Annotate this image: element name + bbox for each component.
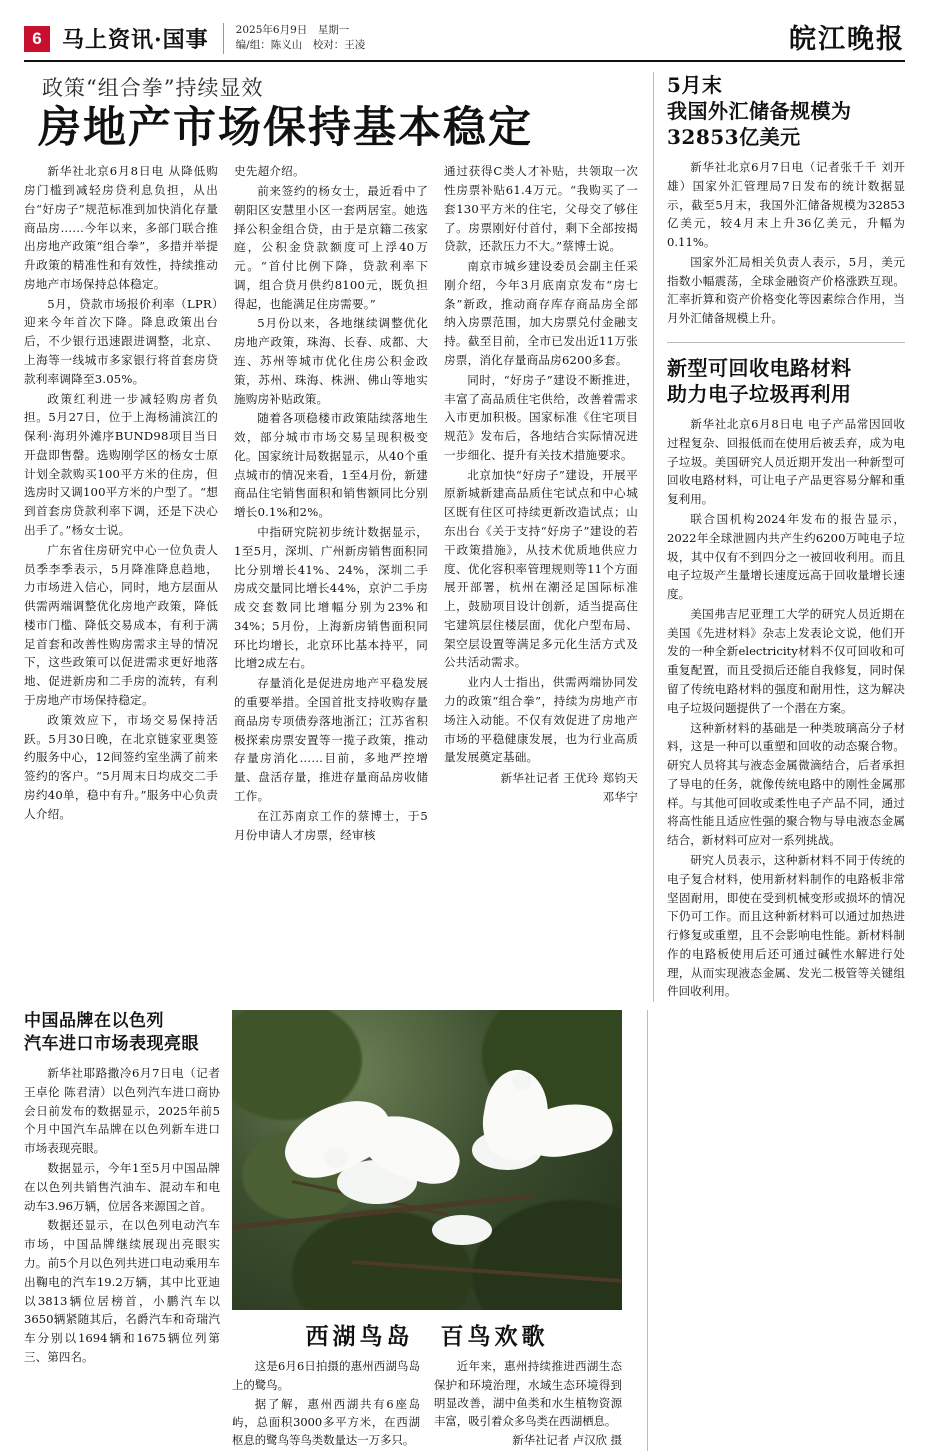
section-title: 马上资讯·国事: [62, 27, 209, 53]
paragraph: 新华社耶路撒冷6月7日电（记者 王卓伦 陈君清）以色列汽车进口商协会日前发布的数据显示，2025年前5个月中国汽车品牌在以色列新车进口市场表现亮眼。: [24, 1066, 220, 1156]
paragraph: 同时，“好房子”建设不断推进，丰富了高品质住宅供给，改善着需求入市更加积极。国家标准《住宅项目规范》发布后，各地结合实际情况进一步细化、提升有关技术措施要求。: [444, 372, 638, 462]
paragraph: 前来签约的杨女士，最近看中了朝阳区安慧里小区一套两居室。她选择公积金组合贷，由于是京籍二孩家庭，公积金贷款额度可上浮40万元。“首付比例下降，贷款利率下调，组合贷月供约8100元，既负担得起，也能满足住房需要。”: [234, 183, 428, 311]
paragraph: 存量消化是促进房地产平稳发展的重要举措。全国首批支持收购存量商品房专项债券落地浙江；江苏省积极探索房票安置等一揽子政策，推动存量房消化……目前，多地严控增量、盘活存量，推进存量商品房收储工作。: [234, 676, 428, 803]
paragraph: 数据还显示，在以色列电动汽车市场，中国品牌继续展现出亮眼实力。前5个月以色列共进口电动乘用车出鞠电的汽车19.2万辆，其中比亚迪以3813辆位居榜首，小鹏汽车以3650辆紧随其后，名爵汽车和奇瑞汽车分别以1694辆和1675辆位列第三、第四名。: [24, 1218, 220, 1364]
sidebar-headline: [667, 72, 905, 150]
editor-line: 编/组：陈义山 校对：王凌: [235, 39, 366, 52]
bottom-headline: [24, 1010, 220, 1056]
page-number-badge: 6: [24, 26, 50, 52]
paragraph: 政策效应下，市场交易保持活跃。5月30日晚，在北京链家亚奥签约服务中心，12间签约室坐满了前来签约的客户。“5月周末日均成交二手房约40单，稳中有升。”服务中心负责人介绍。: [24, 712, 218, 821]
paragraph: 北京加快“好房子”建设，开展平原新城新建高品质住宅试点和中心城区既有住区可持续更新改造试点；山东出台《关于支持“好房子”建设的若干政策措施》，从技术优质地供应力度、优化容积率管理规则等11个方面展开部署，杭州在潮泾足国际标准上，鼓励项目设计创新，适当提高住宅建筑层住楼层面，优化户型布局、架空层设置等满足多元化生活方式及公共活动需求。: [444, 467, 638, 670]
byline-line: 新华社记者 王优玲 郑钧天: [500, 771, 638, 786]
article-columns: [24, 162, 640, 845]
paragraph: 通过获得C类人才补贴，共领取一次性房票补贴61.4万元。“我购买了一套130平方米的住宅，父母交了够住了。房票刚好付首付，剩下全部按揭贷款，还款压力不大。”蔡博士说。: [444, 164, 638, 254]
sidebar-article-ewaste: [667, 355, 905, 1001]
paragraph: 美国弗吉尼亚理工大学的研究人员近期在美国《先进材料》杂志上发表论文说，他们开发的一种全新electricity材料不仅可回收和可重复配置，而且受损后还能自我修复，同时保留了传统电路材料的强度和耐用性，这为解决电子垃圾问题提供了一个潜在方案。: [667, 606, 905, 715]
paragraph: 在江苏南京工作的蔡博士，于5月份申请人才房票，经审核: [234, 808, 428, 842]
article-column-1: [24, 162, 218, 845]
paragraph: 5月，贷款市场报价利率（LPR）迎来今年首次下降。降息政策出台后，不少银行迅速跟进调整，北京、上海等一线城市多家银行将首套房贷款利率调降至3.05%。: [24, 296, 218, 386]
paragraph: 据了解，惠州西湖共有6座岛屿，总面积3000多平方米，在西湖枢息的鹭鸟等鸟类数量达一万多只。: [232, 1396, 420, 1448]
paragraph: 研究人员表示，这种新材料不同于传统的电子复合材料，使用新材料制作的电路板非常坚固耐用，即使在受到机械变形或损坏的情况下仍可工作。而且这种新材料可以通过加热进行修复或重塑，且不会影响电性能。新材料制作的电路板使用后还可通过碱性水解进行处理，从而实现液态金属、发光二极管等关键组件回收利用。: [667, 853, 905, 999]
headline-line: 中国品牌在以色列: [24, 1011, 164, 1032]
photo-caption: [232, 1357, 622, 1450]
paragraph: 随着各项稳楼市政策陆续落地生效，部分城市市场交易呈现积极变化。国家统计局数据显示，从40个重点城市的情况来看，1至4月份，新建商品住宅销售面积和销售额同比分别增长0.1%和2%。: [234, 411, 428, 520]
photo-caption-title: 西湖鸟岛 百鸟欢歌: [305, 1323, 549, 1351]
headline-line: 5月末: [667, 73, 723, 97]
sidebar-article-forex: [667, 72, 905, 328]
bottom-body: [24, 1064, 220, 1367]
paragraph: 近年来，惠州持续推进西湖生态保护和环境治理，水域生态环境得到明显改善，湖中鱼类和水生植物资源丰富，吸引着众多鸟类在西湖栖息。: [434, 1359, 622, 1428]
headline-line: 助力电子垃圾再利用: [667, 382, 852, 407]
issue-date: 2025年6月9日 星期一: [235, 23, 350, 36]
article-column-2: [234, 162, 428, 845]
photo-egrets: [232, 1010, 622, 1310]
sidebar-body: [667, 415, 905, 1001]
paragraph: 政策红利进一步减轻购房者负担。5月27日，位于上海杨浦滨江的保利·海玥外滩序BUND98项目当日开盘即售罄。选购刚学区的杨女士原计划全款购买100平方米的住房，但选房时又调100平方米的户型了。“想到首套房贷款利率下调，还是下决心出手了。”杨女士说。: [24, 391, 218, 537]
sidebar-body: [667, 158, 905, 328]
headline-line: 新型可回收电路材料: [667, 356, 852, 381]
photo-caption-left: [232, 1357, 420, 1450]
column-divider: [653, 72, 654, 1002]
paragraph: 国家外汇局相关负责人表示，5月，美元指数小幅震荡，全球金融资产价格涨跌互现。汇率折算和资产价格变化等因素综合作用，当月外汇储备规模上升。: [667, 254, 905, 326]
paragraph: 业内人士指出，供需两端协同发力的政策“组合拳”，持续为房地产市场注入动能。不仅有效促进了房地产市场的平稳健康发展，也为行业高质量发展奠定基础。: [444, 675, 638, 765]
masthead: [24, 0, 905, 56]
sidebar-separator: [667, 342, 905, 343]
paragraph: 新华社北京6月8日电 电子产品常因回收过程复杂、回报低而在使用后被丢弃，成为电子垃圾。美国研究人员近期开发出一种新型可回收电路材料，可让电子产品更容易分解和重复利用。: [667, 417, 905, 507]
bottom-article-israel: [24, 1010, 220, 1450]
photo-credit: 新华社记者 卢汉欣 摄: [512, 1433, 622, 1448]
paragraph: 新华社北京6月8日电 从降低购房门槛到减轻房贷利息负担，从出台“好房子”规范标准到加快消化存量商品房……今年以来，多部门联合推出房地产政策“组合拳”，多措并举提升政策的精准性和有效性，持续推动房地产市场保持总体稳定。: [24, 164, 218, 291]
bottom-section: [24, 1010, 905, 1450]
paragraph: 南京市城乡建设委员会副主任采刚介绍，今年3月底南京发布“房七条”新政，推动商存库存商品房全部纳入房票范围，加大房票兑付金融支持。截至目前，全市已发出近11万张房票，消化存量商品房6200多套。: [444, 259, 638, 367]
headline-line: 我国外汇储备规模为: [667, 99, 852, 123]
main-content: [24, 72, 905, 1002]
paragraph: 这是6月6日拍摄的惠州西湖鸟岛上的鹭鸟。: [232, 1359, 420, 1392]
paragraph: 史先超介绍。: [234, 164, 305, 179]
article-column-3: [444, 162, 638, 845]
issue-meta: [223, 23, 366, 55]
headline-line: 汽车进口市场表现亮眼: [24, 1034, 199, 1055]
article-byline: [444, 769, 638, 806]
lead-article: [24, 72, 640, 1002]
article-kicker: 政策“组合拳”持续显效: [42, 76, 264, 100]
article-headline: 房地产市场保持基本稳定: [38, 103, 533, 153]
paragraph: 5月份以来，各地继续调整优化房地产政策，珠海、长春、成都、大连、苏州等城市优化住房公积金政策，苏州、珠海、株洲、佛山等地实施购房补贴政策。: [234, 316, 428, 406]
bottom-divider: [647, 1010, 648, 1450]
photo-caption-right: [434, 1357, 622, 1450]
paragraph: 中指研究院初步统计数据显示，1至5月，深圳、广州新房销售面积同比分别增长41%、24%，深圳二手房成交量同比增长44%，京沪二手房成交套数同比增幅分别为23%和34%；5月份，上海新房销售面积同环比均增长，北京环比基本持平，同比增2成左右。: [234, 525, 428, 671]
photo-story: [232, 1010, 622, 1450]
sidebar: [667, 72, 905, 1002]
paragraph: 新华社北京6月7日电（记者张千千 刘开雄）国家外汇管理局7日发布的统计数据显示，截至5月末，我国外汇储备规模为32853亿美元，较4月末上升36亿美元，升幅为0.11%。: [667, 160, 905, 250]
paragraph: 这种新材料的基础是一种类玻璃高分子材料，这是一种可以重塑和回收的动态聚合物。研究人员将其与液态金属微滴结合，后者承担了导电的任务，就像传统电路中的刚性金属那样。与其他可回收或柔性电子产品不同，通过将高性能且适应性强的聚合物与导电液态金属结合，新材料可应对一系列挑战。: [667, 720, 905, 848]
sidebar-headline: [667, 355, 905, 407]
masthead-rule: [24, 60, 905, 62]
byline-line: 邓华宁: [602, 789, 638, 804]
paper-name: 皖江晚报: [789, 24, 905, 55]
headline-line: 32853亿美元: [667, 125, 801, 149]
paragraph: 广东省住房研究中心一位负责人员季李季表示，5月降准降息趋地，力市场进入信心，同时，地方层面从供需两端调整优化房地产政策，降低楼市门槛、降低交易成本，有利于满足首套和改善性购房需求主导的情况下，这些政策可以促进需求更好地落地、促进新房和二手房的流转，有利于房地产市场保持稳定。: [24, 542, 218, 708]
paragraph: 联合国机构2024年发布的报告显示，2022年全球泄圆内共产生约6200万吨电子垃圾，其中仅有不到四分之一被回收利用。而且电子垃圾产生量增长速度远高于回收量增长速度。: [667, 511, 905, 602]
paragraph: 数据显示，今年1至5月中国品牌在以色列共销售汽油车、混动车和电动车3.96万辆，位居各来源国之首。: [24, 1161, 220, 1213]
